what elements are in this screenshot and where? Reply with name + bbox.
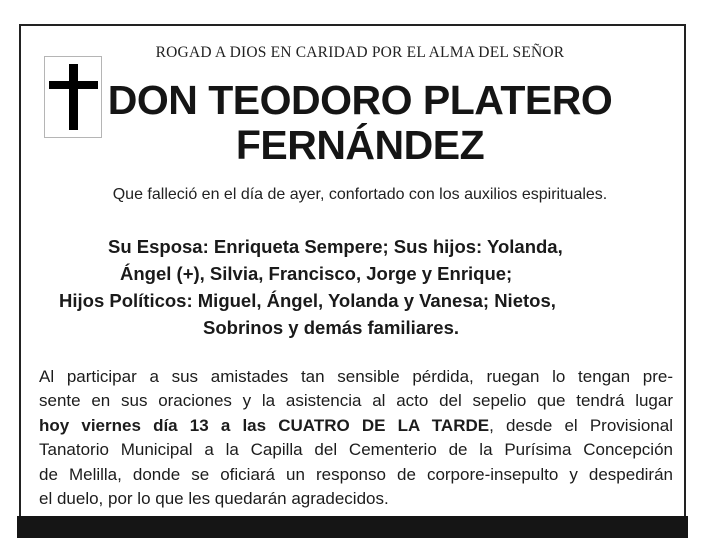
body-line-3-rest: , desde el Provisional bbox=[489, 415, 673, 435]
body-line-5: de Melilla, donde se oficiará un responso de corpore-insepulto y despedirán bbox=[39, 464, 673, 484]
deceased-name-line-2: FERNÁNDEZ bbox=[235, 122, 485, 168]
death-notice-subtitle: Que falleció en el día de ayer, confortado con los auxilios espirituales. bbox=[112, 186, 608, 203]
family-line-1: Su Esposa: Enriqueta Sempere; Sus hijos: Yolanda, bbox=[108, 236, 563, 257]
body-line-6: el duelo, por lo que les quedarán agradecidos. bbox=[39, 489, 389, 509]
deceased-name-line-1: DON TEODORO PLATERO bbox=[107, 77, 613, 123]
cross-horizontal-bar bbox=[49, 81, 98, 89]
body-line-2: sente en sus oraciones y la asistencia al acto del sepelio que tendrá lugar bbox=[39, 391, 673, 411]
body-line-4: Tanatorio Municipal a la Capilla del Cementerio de la Purísima Concepción bbox=[39, 440, 673, 460]
family-members-block bbox=[38, 233, 678, 341]
body-line-1: Al participar a sus amistades tan sensible pérdida, ruegan lo tengan pre- bbox=[39, 367, 673, 386]
family-line-4: Sobrinos y demás familiares. bbox=[203, 317, 460, 338]
invocation-text: ROGAD A DIOS EN CARIDAD POR EL ALMA DEL SEÑOR bbox=[155, 44, 565, 61]
body-line-3 bbox=[39, 414, 673, 438]
family-line-3: Hijos Políticos: Miguel, Ángel, Yolanda y Vanesa; Nietos, bbox=[59, 290, 556, 311]
funeral-date-time: hoy viernes día 13 a las CUATRO DE LA TARDE bbox=[39, 415, 490, 435]
cross-vertical-bar bbox=[69, 64, 78, 130]
deceased-name bbox=[100, 78, 620, 168]
family-line-2: Ángel (+), Silvia, Francisco, Jorge y Enrique; bbox=[120, 263, 513, 284]
funeral-details-paragraph bbox=[39, 365, 673, 511]
bottom-border-bar bbox=[17, 516, 688, 538]
latin-cross-icon bbox=[44, 56, 102, 138]
